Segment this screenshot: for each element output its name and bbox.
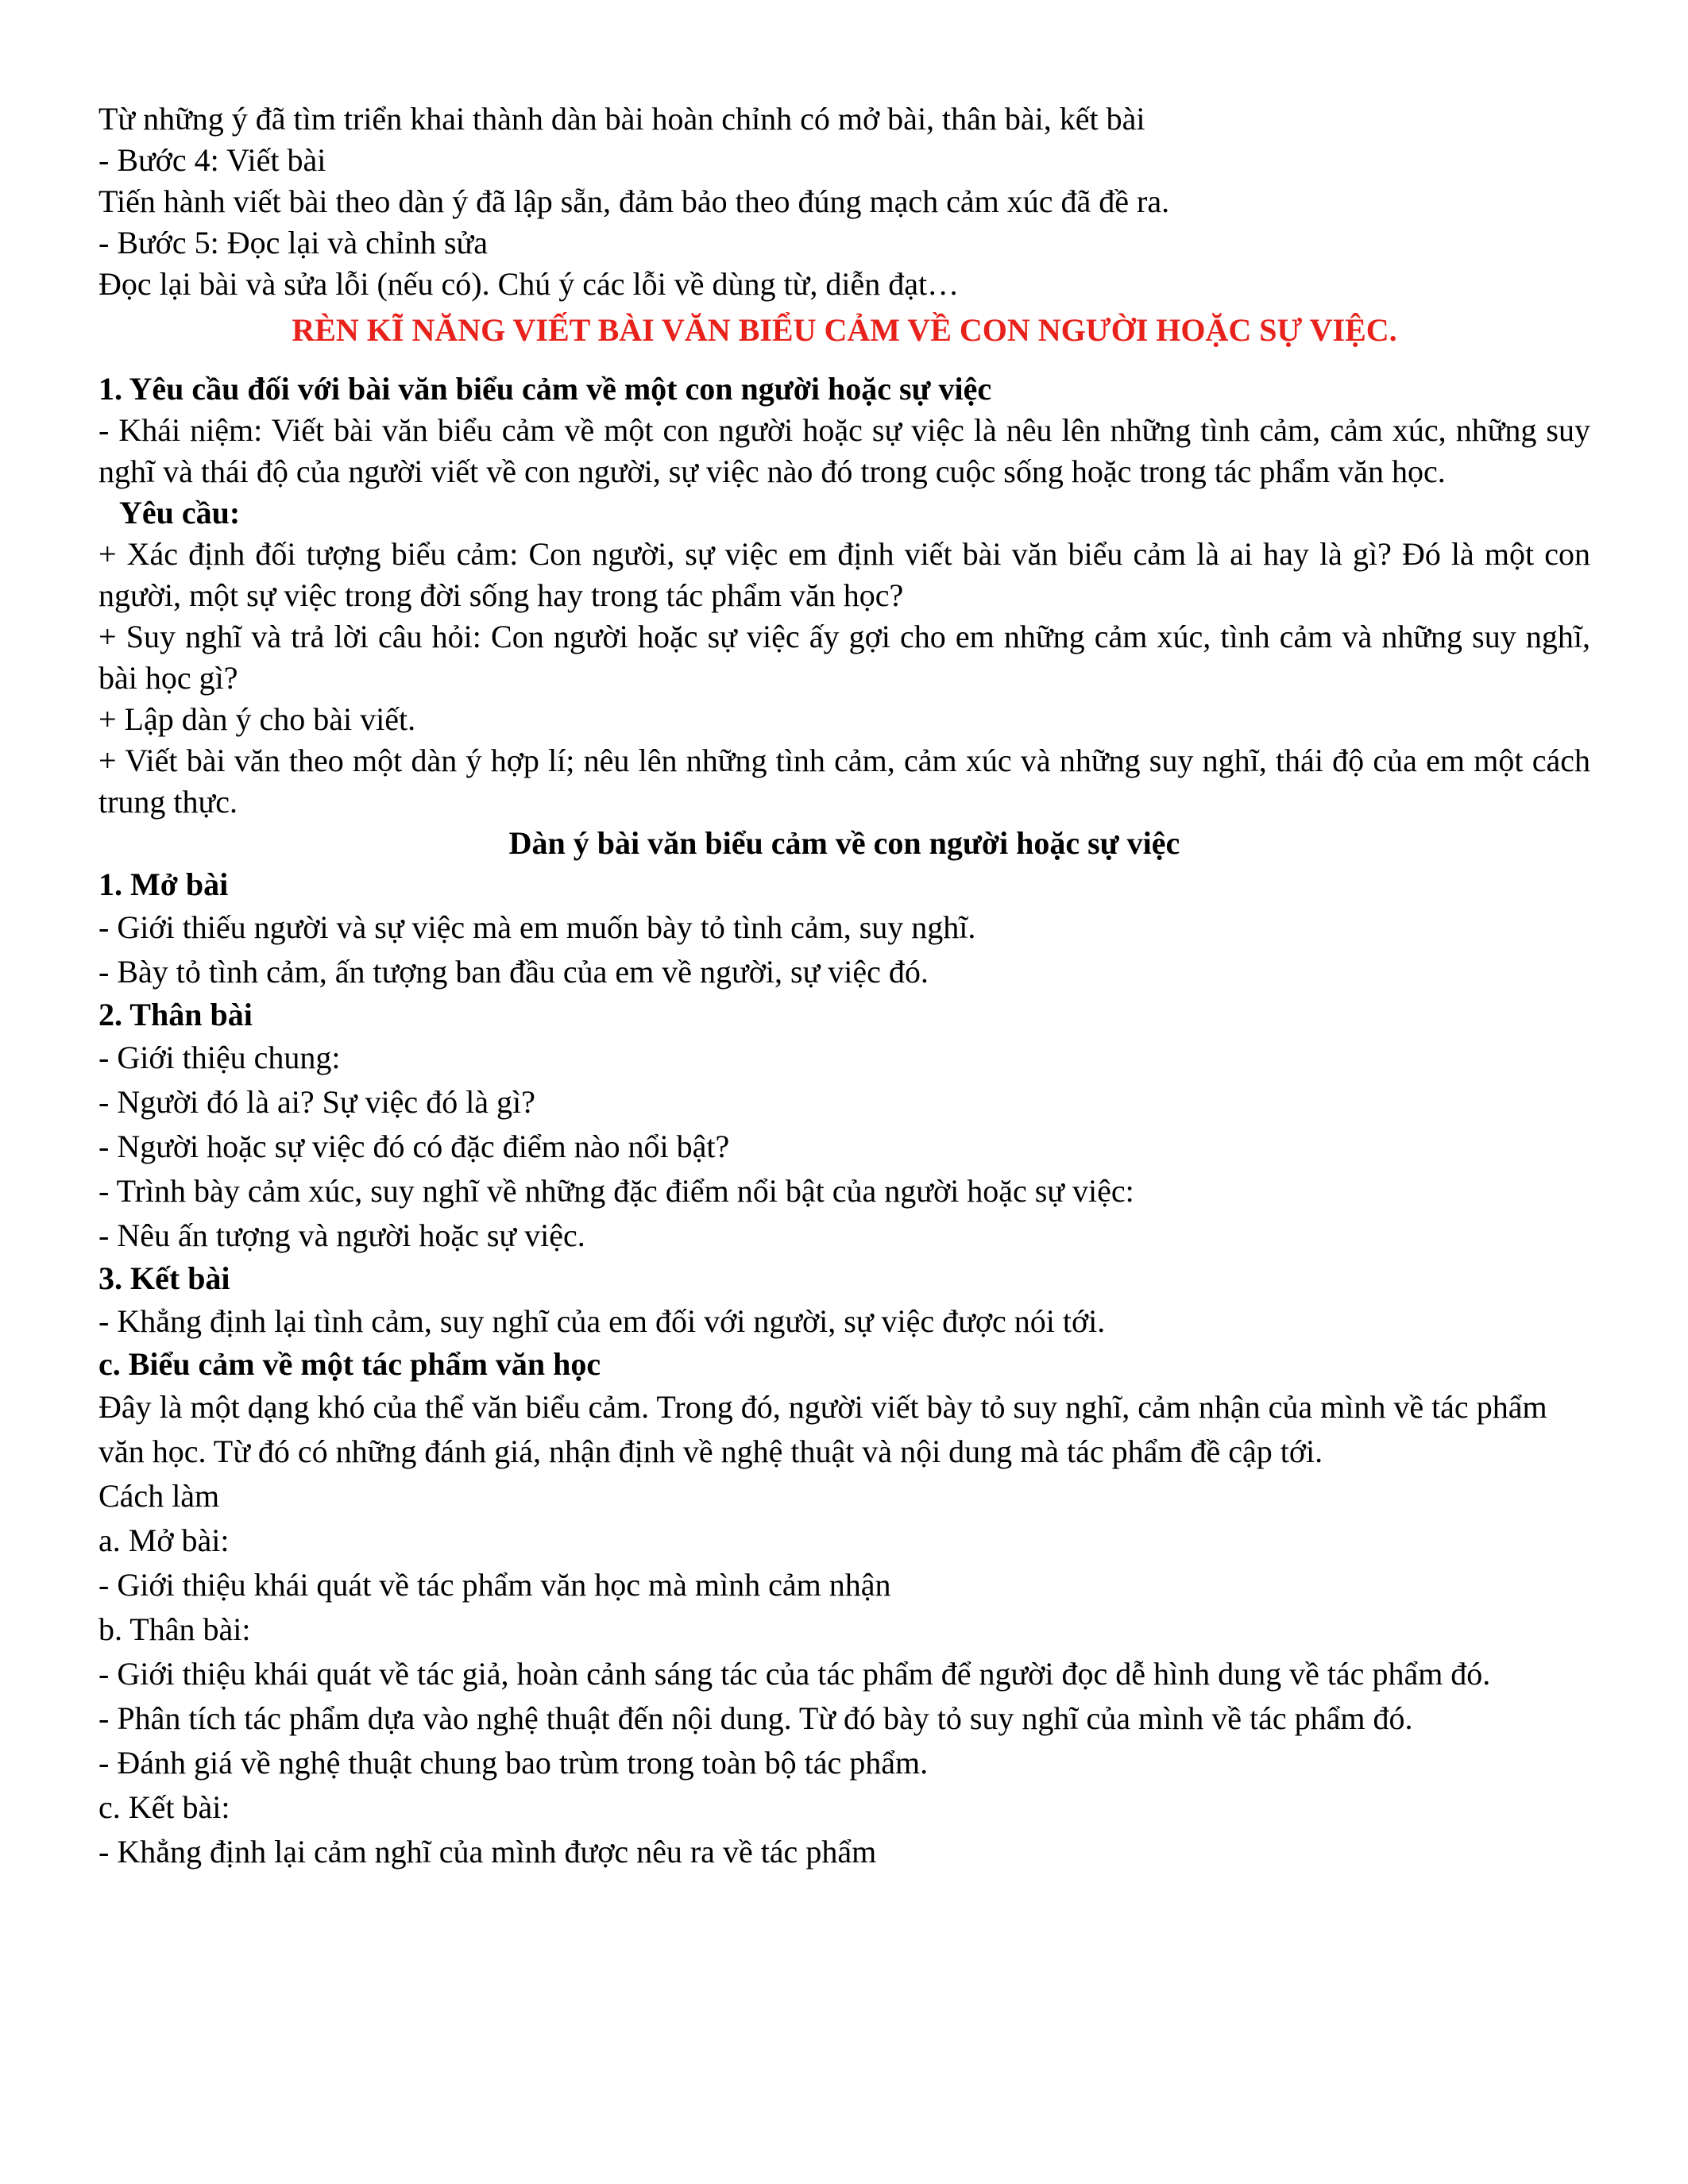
list-item: - Khẳng định lại cảm nghĩ của mình được nêu ra về tác phẩm <box>98 1834 877 1870</box>
mo-bai-heading: 1. Mở bài <box>98 866 229 902</box>
list-item: - Giới thiệu khái quát về tác phẩm văn học mà mình cảm nhận <box>98 1567 891 1603</box>
list-item: - Trình bày cảm xúc, suy nghĩ về những đặc điểm nổi bật của người hoặc sự việc: <box>98 1173 1134 1209</box>
list-item: - Bày tỏ tình cảm, ấn tượng ban đầu của em về người, sự việc đó. <box>98 954 929 990</box>
requirement-item: + Xác định đối tượng biểu cảm: Con người, sự việc em định viết bài văn biểu cảm là ai hay là gì? Đó là một con người, một sự việc trong đời sống hay trong tác phẩm văn học? <box>98 536 1590 613</box>
list-item: - Giới thiệu khái quát về tác giả, hoàn cảnh sáng tác của tác phẩm để người đọc dễ hình dung về tác phẩm đó. <box>98 1656 1491 1692</box>
paragraph: Tiến hành viết bài theo dàn ý đã lập sẵn, đảm bảo theo đúng mạch cảm xúc đã đề ra. <box>98 183 1170 219</box>
list-item: - Đánh giá về nghệ thuật chung bao trùm trong toàn bộ tác phẩm. <box>98 1745 929 1781</box>
section-c-intro: Đây là một dạng khó của thể văn biểu cảm. Trong đó, người viết bày tỏ suy nghĩ, cảm nhận của mình về tác phẩm văn học. Từ đó có những đánh giá, nhận định về nghệ thuật và nội dung mà tác phẩm đề cập tới. <box>98 1389 1547 1469</box>
list-item: - Giới thiệu chung: <box>98 1040 341 1075</box>
step-5-label: - Bước 5: Đọc lại và chỉnh sửa <box>98 225 488 260</box>
list-item: - Người hoặc sự việc đó có đặc điểm nào nổi bật? <box>98 1129 730 1164</box>
than-bai-heading: 2. Thân bài <box>98 997 253 1032</box>
than-bai-label: b. Thân bài: <box>98 1611 251 1647</box>
outline-title: Dàn ý bài văn biểu cảm về con người hoặc sự việc <box>508 825 1180 861</box>
requirement-item: + Suy nghĩ và trả lời câu hỏi: Con người hoặc sự việc ấy gợi cho em những cảm xúc, tình cảm và những suy nghĩ, bài học gì? <box>98 619 1590 696</box>
method-label: Cách làm <box>98 1478 220 1514</box>
step-4-label: - Bước 4: Viết bài <box>98 142 326 178</box>
section-c-heading: c. Biểu cảm về một tác phẩm văn học <box>98 1346 601 1382</box>
requirement-item: + Lập dàn ý cho bài viết. <box>98 701 416 737</box>
concept-paragraph: - Khái niệm: Viết bài văn biểu cảm về một con người hoặc sự việc là nêu lên những tình cảm, cảm xúc, những suy nghĩ và thái độ của người viết về con người, sự việc nào đó trong cuộc sống hoặc trong tác phẩm văn học. <box>98 412 1590 489</box>
requirements-label: Yêu cầu: <box>119 495 241 531</box>
list-item: - Phân tích tác phẩm dựa vào nghệ thuật đến nội dung. Từ đó bày tỏ suy nghĩ của mình về tác phẩm đó. <box>98 1700 1413 1736</box>
list-item: - Nêu ấn tượng và người hoặc sự việc. <box>98 1217 585 1253</box>
ket-bai-label: c. Kết bài: <box>98 1789 230 1825</box>
requirement-item: + Viết bài văn theo một dàn ý hợp lí; nêu lên những tình cảm, cảm xúc và những suy nghĩ, thái độ của em một cách trung thực. <box>98 743 1590 820</box>
list-item: - Khẳng định lại tình cảm, suy nghĩ của em đối với người, sự việc được nói tới. <box>98 1303 1106 1339</box>
paragraph: Đọc lại bài và sửa lỗi (nếu có). Chú ý các lỗi về dùng từ, diễn đạt… <box>98 266 960 302</box>
document-content <box>98 98 1590 1874</box>
paragraph: Từ những ý đã tìm triển khai thành dàn bài hoàn chỉnh có mở bài, thân bài, kết bài <box>98 101 1145 137</box>
section-1-heading: 1. Yêu cầu đối với bài văn biểu cảm về một con người hoặc sự việc <box>98 371 992 407</box>
main-title: RÈN KĨ NĂNG VIẾT BÀI VĂN BIỂU CẢM VỀ CON NGƯỜI HOẶC SỰ VIỆC. <box>292 312 1397 348</box>
ket-bai-heading: 3. Kết bài <box>98 1260 230 1296</box>
mo-bai-label: a. Mở bài: <box>98 1522 230 1558</box>
list-item: - Người đó là ai? Sự việc đó là gì? <box>98 1084 535 1120</box>
list-item: - Giới thiếu người và sự việc mà em muốn bày tỏ tình cảm, suy nghĩ. <box>98 909 976 945</box>
